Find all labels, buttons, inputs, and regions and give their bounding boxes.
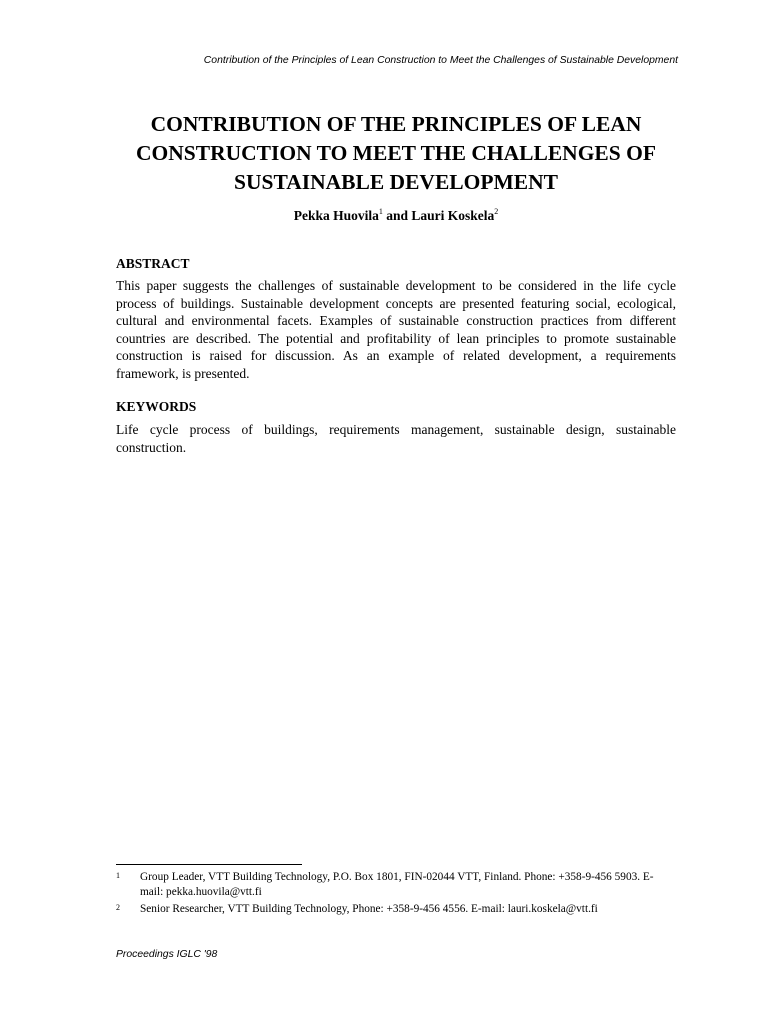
author-2-footnote-mark: 2	[494, 207, 499, 216]
footnotes	[116, 870, 676, 919]
author-line	[116, 208, 676, 224]
author-1-footnote-mark: 1	[378, 207, 383, 216]
running-footer: Proceedings IGLC '98	[116, 949, 218, 960]
title-line-3: SUSTAINABLE DEVELOPMENT	[234, 170, 558, 194]
running-header: Contribution of the Principles of Lean Construction to Meet the Challenges of Sustainable Development	[203, 55, 678, 66]
abstract-heading: ABSTRACT	[116, 256, 190, 271]
keywords-text: Life cycle process of buildings, requirements management, sustainable design, sustainable construction.	[116, 422, 676, 455]
author-1-name: Pekka Huovila	[293, 208, 379, 223]
keywords-heading: KEYWORDS	[116, 399, 197, 414]
footnote-1-mark: 1	[116, 871, 120, 880]
abstract-text: This paper suggests the challenges of sustainable development to be considered in the life cycle process of buildings. Sustainable development concepts are presented featuring social, ecological, cultural and environmental facets. Examples of sustainable construction practices from different countries are described. The potential and profitability of lean principles to promote sustainable construction is raised for discussion. As an example of related development, a requirements framework, is presented.	[116, 278, 676, 381]
author-conjunction: and	[382, 208, 412, 223]
paper-title	[116, 110, 676, 197]
footnote-2-text: Senior Researcher, VTT Building Technology, Phone: +358-9-456 4556. E-mail: lauri.koskela@vtt.fi	[140, 903, 598, 915]
title-line-2: CONSTRUCTION TO MEET THE CHALLENGES OF	[136, 141, 656, 165]
footnote-1-text: Group Leader, VTT Building Technology, P.O. Box 1801, FIN-02044 VTT, Finland. Phone: +358-9-456 5903. E-mail: pekka.huovila@vtt.fi	[140, 871, 654, 898]
footnote-2-mark: 2	[116, 903, 120, 912]
footnote-2	[116, 902, 676, 917]
author-2-name: Lauri Koskela	[411, 208, 495, 223]
footnote-1	[116, 870, 676, 900]
footnote-divider	[116, 864, 302, 865]
title-line-1: CONTRIBUTION OF THE PRINCIPLES OF LEAN	[150, 112, 642, 136]
